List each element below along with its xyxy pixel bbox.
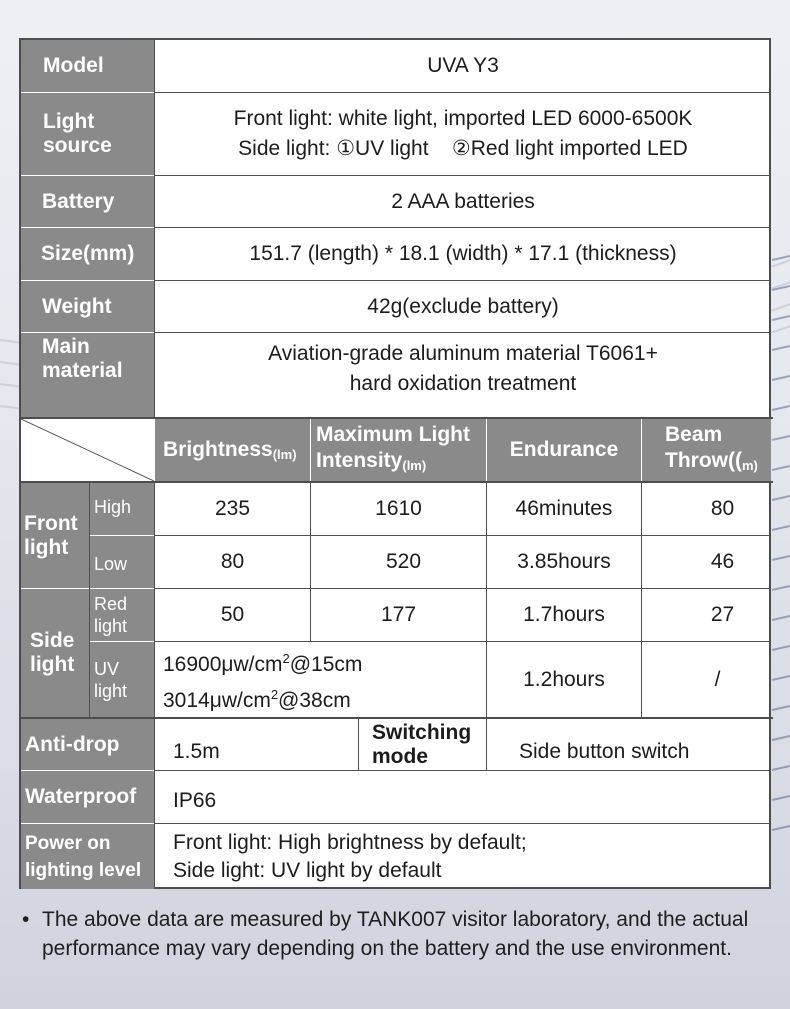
diagonal-corner-cell	[21, 419, 154, 481]
endurance-header: Endurance	[487, 419, 641, 481]
weight-value: 42g(exclude battery)	[367, 294, 559, 318]
side-red-endurance: 1.7hours	[523, 603, 605, 626]
size-value: 151.7 (length) * 18.1 (width) * 17.1 (thickness)	[249, 242, 677, 265]
side-light-group-label: Side light	[21, 589, 89, 717]
waterproof-label: Waterproof	[21, 771, 154, 823]
front-light-group-label: Front light	[21, 483, 89, 588]
mode-red-label: Red light	[90, 589, 154, 641]
front-high-endurance: 46minutes	[515, 497, 613, 520]
mode-uv-label: UV light	[90, 642, 154, 717]
model-value: UVA Y3	[427, 54, 499, 77]
switching-mode-label: Switching mode	[372, 720, 472, 768]
waterproof-value: IP66	[173, 789, 217, 812]
side-uv-irradiance: $16900\mu w/cm^2@15cm$ $3014\mu w/cm^2@38cm$	[163, 650, 363, 712]
front-high-brightness: 235	[214, 497, 251, 520]
battery-label: Battery	[21, 176, 154, 227]
mode-high-label: High	[90, 483, 154, 535]
battery-value: 2 AAA batteries	[391, 189, 535, 213]
mode-low-label: Low	[90, 536, 154, 588]
light-source-label: Light source	[21, 93, 154, 175]
anti-drop-label: Anti-drop	[21, 719, 154, 770]
footnote	[22, 905, 772, 963]
beam-throw-header: Beam $Throw((_{m)}$	[642, 419, 771, 481]
side-red-brightness: 50	[220, 603, 245, 626]
anti-drop-value: 1.5m	[173, 739, 220, 763]
front-low-brightness: 80	[220, 550, 245, 573]
side-uv-endurance: 1.2hours	[523, 667, 605, 691]
side-red-throw: 27	[710, 603, 735, 626]
size-label: Size(mm)	[21, 228, 154, 280]
brightness-header: Brightness$_{(lm)}$	[154, 419, 310, 481]
front-low-intensity: 520	[385, 550, 422, 573]
model-label: Model	[21, 40, 154, 92]
side-uv-throw: /	[714, 667, 721, 691]
side-red-intensity: 177	[380, 603, 417, 626]
power-on-value: Front light: High brightness by default; Side light: UV light by default	[173, 830, 527, 882]
spec-table	[19, 38, 771, 889]
front-low-endurance: 3.85hours	[517, 550, 611, 573]
intensity-header: Maximum Light Intensity$_{(lm)}$	[311, 419, 486, 481]
material-value: Aviation-grade aluminum material T6061+ hard oxidation treatment	[268, 342, 658, 395]
material-label: Main material	[21, 333, 154, 417]
power-on-label: Power on lighting level	[21, 824, 154, 889]
front-high-throw: 80	[710, 497, 735, 520]
footnote-text: The above data are measured by TANK007 visitor laboratory, and the actual performance may vary depending on the battery and the use environment.	[42, 908, 749, 960]
bullet-icon: •	[22, 908, 30, 931]
weight-label: Weight	[21, 281, 154, 332]
light-source-value: Front light: white light, imported LED 6000-6500K Side light: ①UV light ②Red light imported LED	[233, 107, 693, 160]
front-high-intensity: 1610	[375, 497, 422, 520]
front-low-throw: 46	[710, 550, 735, 573]
switching-mode-value: Side button switch	[519, 739, 690, 763]
